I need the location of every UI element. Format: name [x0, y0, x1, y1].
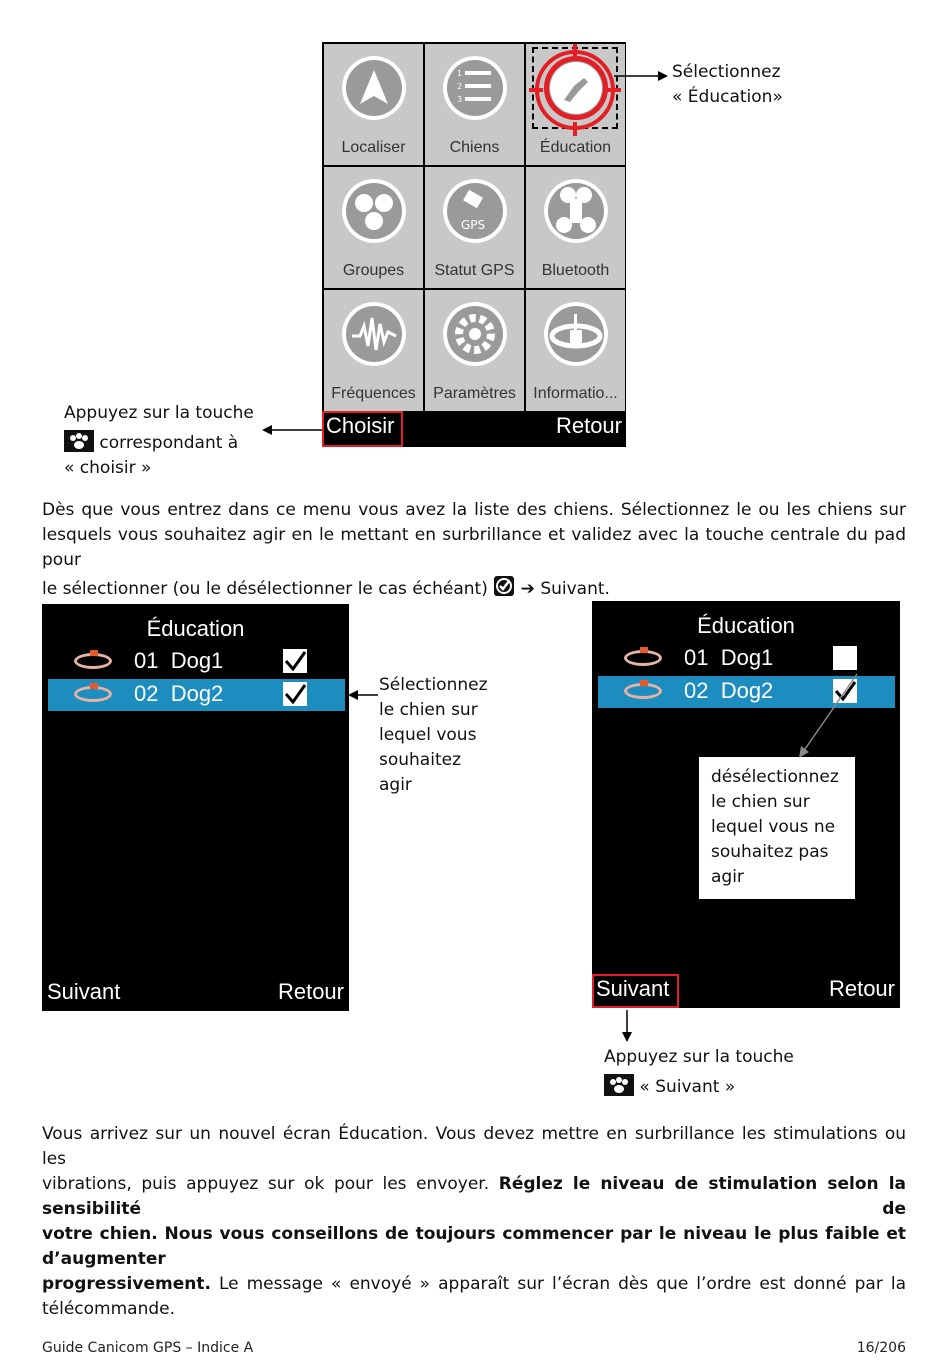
menu-tile-label: Chiens	[449, 139, 500, 156]
retour-softkey[interactable]: Retour	[828, 976, 895, 1001]
callout-line: Appuyez sur la touche	[604, 1047, 794, 1067]
collar-icon	[624, 650, 662, 666]
menu-tile-localiser[interactable]	[324, 44, 423, 165]
callout-line: « choisir »	[64, 458, 152, 478]
callout-text: « Suivant »	[639, 1077, 736, 1097]
dog-name: 02 Dog2	[684, 678, 774, 703]
suivant-softkey[interactable]: Suivant	[47, 979, 121, 1004]
arrow-from-choisir	[262, 423, 324, 437]
callout-line: agir	[711, 867, 744, 887]
callout-line	[64, 430, 264, 456]
dog-name: 01 Dog1	[684, 645, 774, 670]
paragraph-bold-text: progressivement.	[42, 1274, 211, 1294]
menu-tile-label: Éducation	[539, 139, 612, 156]
collar-device-icon	[544, 302, 608, 366]
paragraph-text: Le message « envoyé » apparaît sur l’écran dès que l’ordre est donné par la	[210, 1274, 906, 1294]
callout-press-suivant	[604, 1045, 794, 1100]
callout-line: Sélectionnez	[672, 62, 781, 82]
bluetooth-icon	[544, 179, 608, 243]
svg-text:1: 1	[457, 69, 463, 78]
dog-list-screen-left	[42, 604, 349, 1011]
callout-line: le chien sur	[379, 700, 478, 720]
dog-row-1[interactable]	[598, 643, 895, 675]
dog-row-1[interactable]	[48, 646, 345, 678]
collar-icon	[74, 653, 112, 669]
paragraph-line: télécommande.	[42, 1299, 176, 1319]
menu-tile-label: Informatio...	[533, 385, 618, 402]
paw-key-icon	[64, 430, 94, 452]
suivant-softkey[interactable]: Suivant	[596, 976, 670, 1001]
callout-line: le chien sur	[711, 792, 810, 812]
svg-text:3: 3	[457, 95, 463, 104]
svg-text:2: 2	[457, 82, 463, 91]
collar-icon	[74, 686, 112, 702]
waveform-icon	[342, 302, 406, 366]
menu-tile-chiens[interactable]	[425, 44, 524, 165]
menu-tile-bluetooth[interactable]	[526, 167, 625, 288]
callout-line: lequel vous	[379, 725, 477, 745]
choisir-softkey[interactable]: Choisir	[326, 413, 395, 438]
retour-softkey[interactable]: Retour	[277, 979, 344, 1004]
arrow-down-from-suivant	[620, 1010, 634, 1044]
menu-tile-label: Statut GPS	[434, 262, 515, 279]
dog-name: 01 Dog1	[134, 648, 224, 673]
gear-icon	[443, 302, 507, 366]
dog-list-icon	[443, 56, 507, 120]
softkey-bar	[322, 411, 626, 447]
menu-tile-statut-gps[interactable]	[425, 167, 524, 288]
paragraph-text: vibrations, puis appuyez sur ok pour les envoyer.	[42, 1174, 499, 1194]
callout-press-choisir	[64, 401, 264, 481]
dog-name: 02 Dog2	[134, 681, 224, 706]
paragraph-text: Suivant.	[540, 579, 610, 599]
callout-text: correspondant à	[99, 433, 239, 453]
navigation-arrow-icon	[342, 56, 406, 120]
callout-line: Sélectionnez	[379, 675, 488, 695]
paragraph-education-screen	[42, 1122, 906, 1322]
callout-line: « Éducation»	[672, 87, 783, 107]
screen-title: Éducation	[697, 613, 795, 638]
footer-title: Guide Canicom GPS – Indice A	[42, 1340, 254, 1356]
paw-key-icon	[604, 1074, 634, 1096]
pointer-line	[795, 672, 865, 762]
menu-tile-frequences[interactable]	[324, 290, 423, 411]
paragraph-line	[42, 1222, 906, 1272]
menu-tile-label: Bluetooth	[541, 262, 610, 279]
paragraph-line	[42, 1172, 906, 1222]
collar-icon	[624, 683, 662, 699]
paragraph-line: Vous arrivez sur un nouvel écran Éducation. Vous devez mettre en surbrillance les stimulations ou les	[42, 1124, 906, 1169]
callout-line: désélectionnez	[711, 767, 839, 787]
paragraph-bold-text: votre chien. Nous vous conseillons de toujours commencer par le niveau le plus faible et d’augmenter	[42, 1224, 906, 1269]
menu-tile-label: Paramètres	[433, 385, 516, 402]
menu-tile-label: Localiser	[341, 139, 406, 156]
dog-list-screen-right	[592, 601, 900, 1008]
menu-tile-parametres[interactable]	[425, 290, 524, 411]
menu-tile-label: Groupes	[342, 262, 405, 279]
retour-softkey[interactable]: Retour	[555, 413, 622, 438]
dog-checkbox[interactable]	[833, 646, 857, 670]
page-number: 16/206	[856, 1340, 906, 1356]
paragraph-bold-text: Réglez le niveau de stimulation selon la sensibilité de	[42, 1174, 907, 1219]
callout-deselect-dog	[699, 757, 855, 899]
callout-line: Appuyez sur la touche	[64, 403, 254, 423]
dog-checkbox[interactable]	[283, 649, 307, 673]
arrow-to-selected-row	[348, 688, 378, 702]
gps-satellite-icon	[443, 179, 507, 243]
screen-title: Éducation	[146, 616, 245, 641]
paw-groups-icon	[342, 179, 406, 243]
callout-select-education	[672, 60, 783, 110]
right-arrow-icon: ➔	[520, 579, 535, 599]
paragraph-line	[42, 575, 906, 602]
menu-tile-groupes[interactable]	[324, 167, 423, 288]
callout-select-dog	[379, 673, 488, 798]
menu-tile-informations[interactable]	[526, 290, 625, 411]
dog-checkbox[interactable]	[283, 682, 307, 706]
menu-tile-label: Fréquences	[331, 385, 416, 402]
arrow-to-callout	[614, 68, 670, 84]
choisir-highlight-box	[322, 411, 403, 447]
dog-row-2[interactable]	[48, 679, 345, 711]
checkbox-check-icon	[493, 575, 515, 597]
paragraph-line	[42, 1272, 906, 1297]
callout-line: agir	[379, 775, 412, 795]
callout-line: souhaitez	[379, 750, 461, 770]
callout-line: lequel vous ne	[711, 817, 836, 837]
callout-line: souhaitez pas	[711, 842, 829, 862]
svg-text:GPS: GPS	[461, 218, 486, 232]
paragraph-line: Dès que vous entrez dans ce menu vous avez la liste des chiens. Sélectionnez le ou les chiens sur	[42, 500, 906, 520]
suivant-highlight-box	[592, 974, 679, 1008]
paragraph-dog-list	[42, 498, 906, 602]
education-crosshair	[527, 42, 623, 138]
callout-line	[604, 1074, 794, 1100]
paragraph-text: le sélectionner (ou le désélectionner le cas échéant)	[42, 579, 488, 599]
paragraph-line: lesquels vous souhaitez agir en le mettant en surbrillance et validez avec la touche centrale du pad pour	[42, 525, 906, 570]
